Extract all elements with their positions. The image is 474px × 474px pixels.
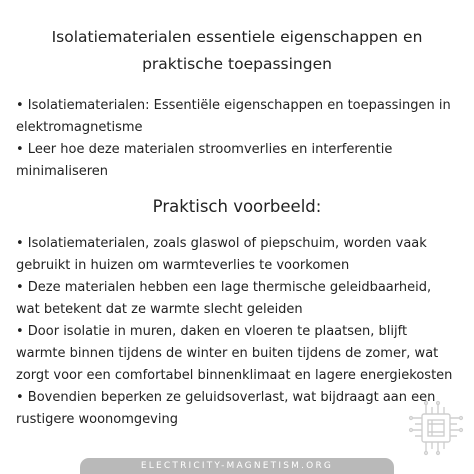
example-bullet: • Deze materialen hebben een lage thermische geleidbaarheid, wat betekent dat ze warmte slecht geleiden [16, 280, 432, 317]
example-heading: Praktisch voorbeeld: [152, 197, 322, 216]
example-bullet: • Door isolatie in muren, daken en vloeren te plaatsen, blijft warmte binnen tijdens de winter en buiten tijdens de zomer, wat zorgt voor een comfortabel binnenklimaat en lagere energiekosten [16, 324, 453, 383]
intro-bullet-list [16, 95, 454, 183]
intro-bullet: • Leer hoe deze materialen stroomverlies en interferentie minimaliseren [16, 142, 393, 179]
title-line-1: Isolatiematerialen essentiele eigenschappen en [51, 28, 423, 46]
page-title [20, 24, 454, 78]
footer-site-name: ELECTRICITY-MAGNETISM.ORG [140, 461, 334, 471]
intro-bullet: • Isolatiematerialen: Essentiële eigenschappen en toepassingen in elektromagnetisme [16, 98, 451, 135]
example-bullet: • Isolatiematerialen, zoals glaswol of piepschuim, worden vaak gebruikt in huizen om warmteverlies te voorkomen [16, 236, 427, 273]
footer-bar [80, 458, 394, 474]
example-bullet: • Bovendien beperken ze geluidsoverlast, wat bijdraagt aan een rustigere woonomgeving [16, 390, 436, 427]
title-line-2: praktische toepassingen [142, 55, 332, 73]
example-bullet-list [16, 233, 454, 431]
circuit-chip-icon [406, 398, 466, 458]
